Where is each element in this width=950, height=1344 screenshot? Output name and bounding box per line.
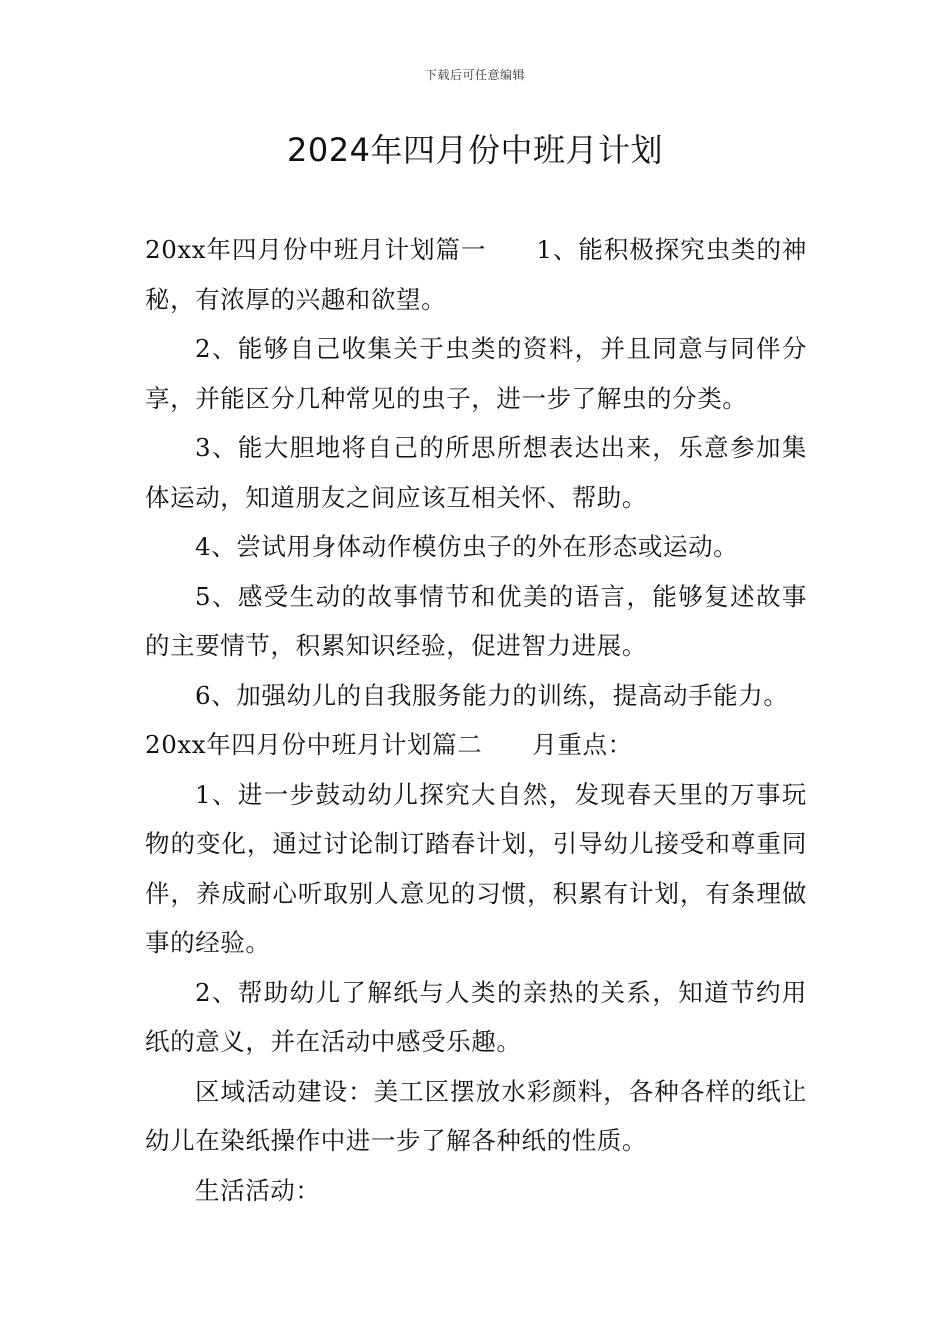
paragraph: 2、能够自己收集关于虫类的资料，并且同意与同伴分享，并能区分几种常见的虫子，进一步了解虫的分类。: [145, 334, 807, 413]
section-heading: 20xx年四月份中班月计划篇一: [145, 235, 487, 264]
section-heading: 20xx年四月份中班月计划篇二: [145, 730, 483, 759]
paragraph: 1、进一步鼓动幼儿探究大自然，发现春天里的万事玩物的变化，通过讨论制订踏春计划，引导幼儿接受和尊重同伴，养成耐心听取别人意见的习惯，积累有计划，有条理做事的经验。: [145, 779, 807, 957]
paragraph: 6、加强幼儿的自我服务能力的训练，提高动手能力。: [195, 680, 789, 710]
paragraph: 2、帮助幼儿了解纸与人类的亲热的关系，知道节约用纸的意义，并在活动中感受乐趣。: [145, 977, 807, 1056]
paragraph: 区域活动建设：美工区摆放水彩颜料，各种各样的纸让幼儿在染纸操作中进一步了解各种纸的性质。: [145, 1076, 807, 1155]
paragraph: 生活活动：: [195, 1175, 321, 1205]
section-heading-paragraph: [145, 720, 807, 770]
document-title: 2024年四月份中班月计划: [287, 131, 663, 169]
document-body: [145, 225, 807, 1215]
header-note: 下载后可任意编辑: [424, 68, 525, 82]
paragraph: 4、尝试用身体动作模仿虫子的外在形态或运动。: [195, 532, 739, 561]
paragraph: 5、感受生动的故事情节和优美的语言，能够复述故事的主要情节，积累知识经验，促进智力进展。: [145, 581, 807, 660]
paragraph-text: 月重点：: [532, 730, 633, 759]
section-heading-paragraph: [145, 225, 807, 324]
paragraph: 3、能大胆地将自己的所思所想表达出来，乐意参加集体运动，知道朋友之间应该互相关怀、帮助。: [145, 433, 807, 512]
paragraph-text: 1、能积极探究虫类的神秘，有浓厚的兴趣和欲望。: [145, 235, 808, 314]
